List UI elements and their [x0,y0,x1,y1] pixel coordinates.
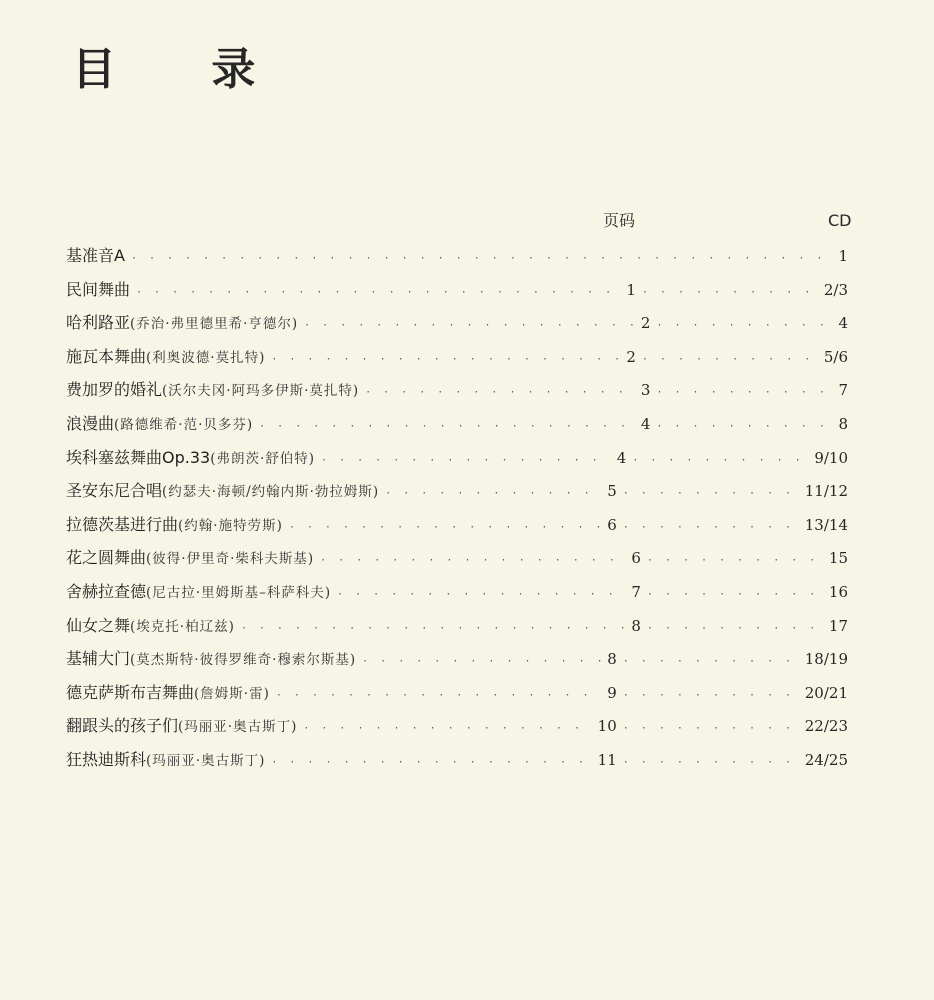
toc-entry-title-block [66,747,265,770]
toc-entry-title-block [66,445,315,468]
toc-entry [66,579,848,613]
dot-leader [337,589,625,600]
toc-entry-page-number: 4 [616,448,627,467]
toc-entry-title: 舍赫拉查德 [66,581,147,601]
dot-leader [241,623,626,634]
toc-entry-title-block [66,713,297,736]
toc-entry [66,310,848,344]
toc-entry-composer: (莫杰斯特·彼得罗维奇·穆索尔斯基) [130,652,357,669]
toc-entry-title: 基辅大门 [66,649,131,669]
toc-entry-cd-track: 1 [838,247,848,265]
dot-leader [632,455,808,466]
toc-entry [66,545,848,579]
toc-entry-composer: (约翰·施特劳斯) [178,517,283,534]
toc-entry-composer: (利奥波德·莫扎特) [146,349,266,366]
toc-entry-cd-track: 7 [838,381,848,400]
cd-column-header: CD [828,211,852,230]
table-of-contents [66,243,848,781]
dot-leader [365,387,635,398]
dot-leader [623,757,799,768]
dot-leader [136,287,620,298]
toc-entry-cd-track: 24/25 [804,750,848,769]
toc-entry-title: 民间舞曲 [66,279,131,299]
toc-entry-title: 仙女之舞 [66,615,131,635]
toc-entry-cd-track: 18/19 [804,650,848,669]
toc-entry-cd-track: 20/21 [804,683,848,702]
toc-entry-cd-track: 22/23 [804,717,848,736]
dot-leader [276,690,601,701]
dot-leader [656,421,832,432]
toc-entry-title-block [66,579,331,602]
toc-entry-cd-track: 11/12 [804,482,848,501]
dot-leader [320,555,625,566]
dot-leader [642,287,818,298]
dot-leader [623,723,799,734]
toc-entry-composer: (玛丽亚·奥古斯丁) [178,719,298,736]
toc-entry-page-number: 1 [626,280,636,299]
toc-entry-title: 费加罗的婚礼 [66,380,163,400]
toc-entry-title: 基准音A [66,246,125,265]
toc-entry-title-block [66,277,130,300]
dot-leader [321,455,611,466]
toc-entry-composer: (彼得·伊里奇·柴科夫斯基) [146,551,315,568]
dot-leader [647,589,823,600]
page-title: 目 录 [72,44,296,95]
toc-entry-title: 圣安东尼合唱 [66,481,163,501]
dot-leader [623,488,799,499]
dot-leader [642,354,818,365]
toc-entry [66,277,848,311]
toc-entry-cd-track: 8 [838,414,848,433]
toc-entry-page-number: 4 [640,414,651,433]
toc-entry-title: 德克萨斯布吉舞曲 [66,682,195,702]
dot-leader [385,488,601,499]
toc-entry-page-number: 8 [607,650,617,669]
toc-entry [66,613,848,647]
toc-entry-title: 花之圆舞曲 [66,548,147,568]
toc-entry-cd-track: 4 [838,314,848,333]
toc-entry-page-number: 11 [597,750,617,769]
toc-entry-composer: (路德维希·范·贝多芬) [114,416,254,433]
toc-entry-cd-track: 15 [828,549,848,568]
toc-entry-title: 哈利路亚 [66,313,131,333]
dot-leader [131,253,833,264]
toc-entry-title-block [66,243,125,266]
toc-entry-title-block [66,310,298,333]
toc-entry [66,445,848,479]
toc-entry-title: 浪漫曲 [66,413,115,433]
dot-leader [362,656,601,667]
toc-entry-page-number: 3 [640,381,651,400]
dot-leader [303,723,591,734]
toc-entry-page-number: 10 [597,717,617,736]
dot-leader [656,387,832,398]
dot-leader [304,320,635,331]
toc-entry-composer: (尼古拉·里姆斯基–科萨科夫) [146,584,332,601]
dot-leader [647,555,823,566]
toc-entry [66,713,848,747]
toc-entry-composer: (詹姆斯·雷) [194,685,270,702]
toc-entry-cd-track: 13/14 [804,515,848,534]
toc-entry-page-number: 5 [607,482,617,501]
toc-entry-page-number: 2 [640,314,651,333]
toc-entry-cd-track: 17 [828,616,848,635]
toc-entry-title-block [66,344,265,367]
toc-entry-title: 翻跟头的孩子们 [66,716,179,736]
dot-leader [259,421,635,432]
dot-leader [271,354,620,365]
toc-entry-page-number: 2 [626,347,636,366]
toc-entry-title: 施瓦本舞曲 [66,346,147,366]
dot-leader [623,656,799,667]
toc-entry-composer: (约瑟夫·海顿/约翰内斯·勃拉姆斯) [162,484,380,501]
toc-entry-title-block [66,411,253,434]
toc-entry [66,243,848,277]
toc-entry-cd-track: 5/6 [823,347,848,366]
toc-entry-title: 拉德茨基进行曲 [66,514,179,534]
dot-leader [623,522,799,533]
toc-entry-title-block [66,512,283,535]
toc-entry-page-number: 7 [631,582,641,601]
dot-leader [647,623,823,634]
toc-entry-title-block [66,478,379,501]
toc-entry-title-block [66,545,314,568]
toc-entry-title-block [66,646,356,669]
toc-entry-title-block [66,613,235,636]
toc-entry [66,747,848,781]
toc-entry-composer: (弗朗茨·舒伯特) [210,450,316,467]
toc-entry-composer: (埃克托·柏辽兹) [130,618,235,635]
toc-entry [66,680,848,714]
toc-entry-composer: (玛丽亚·奥古斯丁) [146,752,266,769]
toc-entry-cd-track: 9/10 [814,448,848,467]
toc-entry-page-number: 6 [631,549,641,568]
toc-entry-page-number: 8 [631,616,641,635]
toc-entry [66,344,848,378]
dot-leader [623,690,799,701]
toc-entry-title-block [66,680,270,703]
toc-entry-composer: (乔治·弗里德里希·亨德尔) [130,316,299,333]
toc-entry-title: 埃科塞兹舞曲Op.33 [66,447,211,467]
toc-entry-composer: (沃尔夫冈·阿玛多伊斯·莫扎特) [162,383,360,400]
dot-leader [289,522,601,533]
dot-leader [271,757,591,768]
toc-entry-page-number: 6 [607,515,617,534]
dot-leader [656,320,832,331]
toc-entry [66,646,848,680]
toc-entry [66,377,848,411]
toc-entry-cd-track: 2/3 [823,280,848,299]
toc-entry-cd-track: 16 [828,582,848,601]
toc-entry [66,478,848,512]
toc-entry [66,411,848,445]
toc-entry-title-block [66,377,359,400]
toc-entry-title: 狂热迪斯科 [66,749,147,769]
page-column-header: 页码 [603,211,636,230]
toc-entry [66,512,848,546]
toc-entry-page-number: 9 [607,683,617,702]
